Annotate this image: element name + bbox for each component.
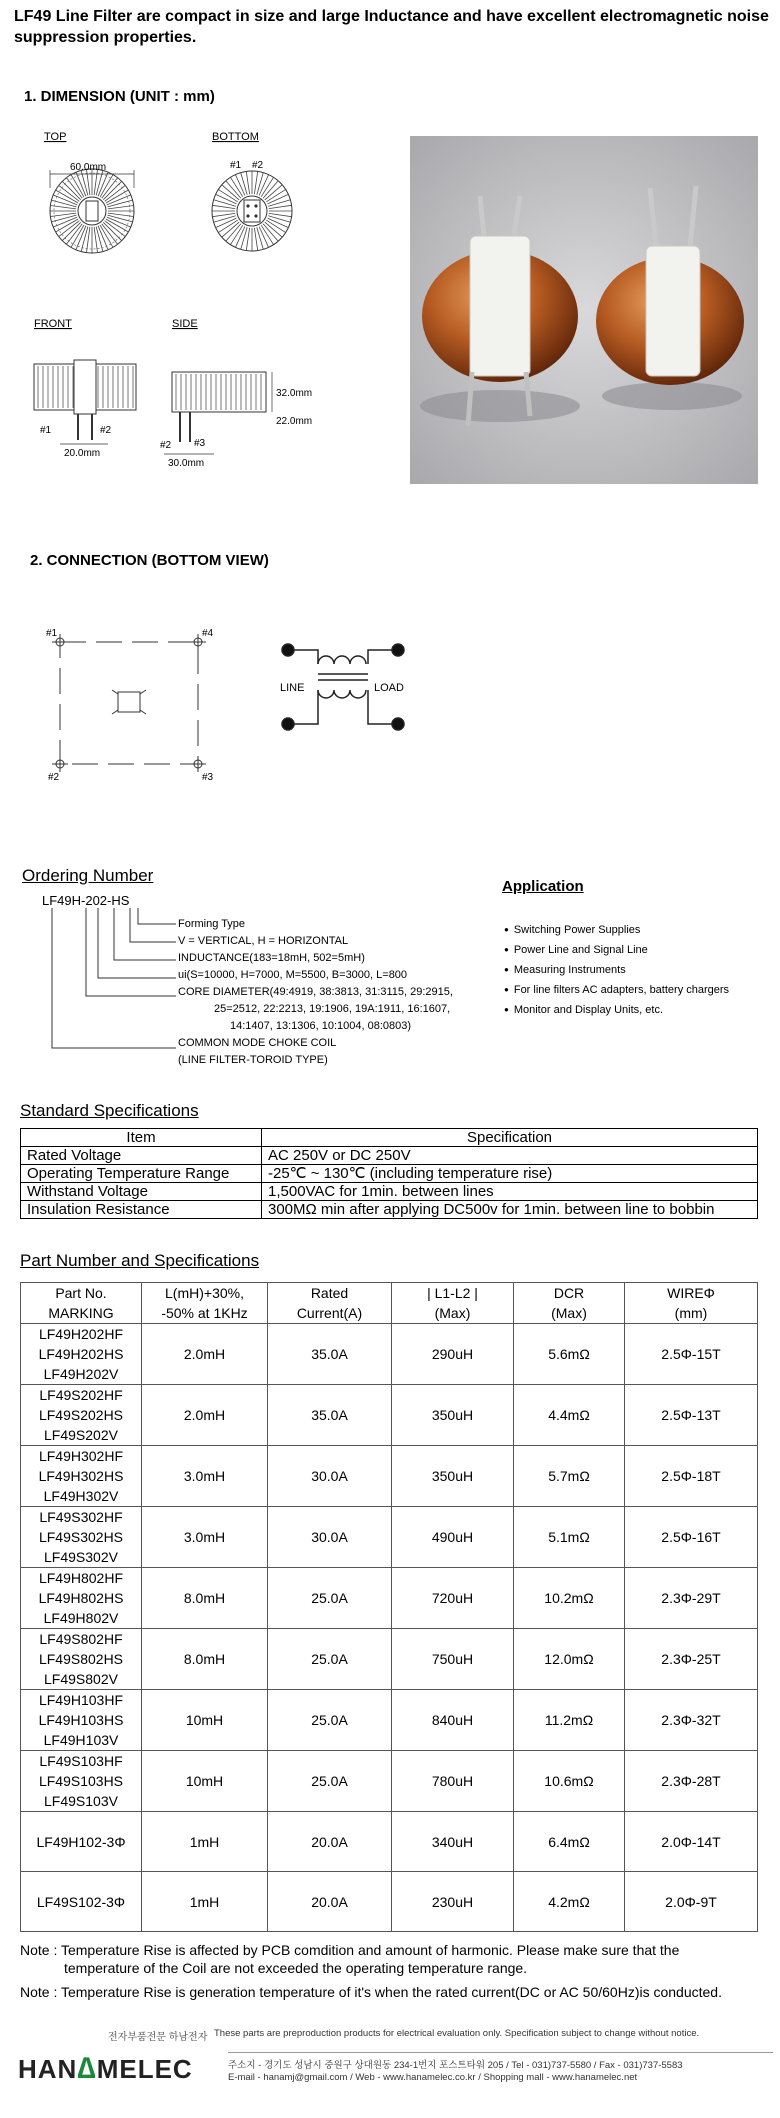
front-pin1: #1 <box>40 425 52 436</box>
pn-wire-cell: 2.3Φ-28T <box>625 1751 758 1812</box>
table-row <box>21 1629 758 1690</box>
pn-l12-cell: 340uH <box>392 1812 514 1872</box>
pn-header <box>268 1283 392 1324</box>
part-number-cell <box>21 1568 142 1629</box>
ordering-line-1: Forming Type <box>178 918 246 930</box>
label-side: SIDE <box>172 318 198 330</box>
ordering-line-8: COMMON MODE CHOKE COIL <box>178 1037 337 1049</box>
part-number: LF49H302HF <box>38 1448 124 1464</box>
pn-header-line: (Max) <box>551 1305 587 1321</box>
pn-header <box>625 1283 758 1324</box>
pn-dcr-cell: 12.0mΩ <box>514 1629 625 1690</box>
pn-header <box>142 1283 268 1324</box>
pn-header <box>392 1283 514 1324</box>
conn-pin4: #4 <box>202 628 214 639</box>
ordering-title: Ordering Number <box>22 866 154 885</box>
pn-header-line: (Max) <box>434 1305 471 1321</box>
footer-disclaimer: These parts are preproduction products for electrical evaluation only. Specification subject to change without notice. <box>214 2028 700 2039</box>
pin-layout <box>52 634 206 772</box>
part-number: LF49H103V <box>43 1732 119 1748</box>
ordering-line-2: V = VERTICAL, H = HORIZONTAL <box>178 935 349 947</box>
pn-l12-cell: 230uH <box>392 1872 514 1932</box>
pn-wire-cell: 2.5Φ-13T <box>625 1385 758 1446</box>
part-number-cell <box>21 1385 142 1446</box>
table-row <box>21 1446 758 1507</box>
std-header-spec: Specification <box>262 1129 758 1147</box>
partnumber-table <box>20 1282 758 1932</box>
pn-dcr-cell: 6.4mΩ <box>514 1812 625 1872</box>
part-number: LF49S302HF <box>39 1509 123 1525</box>
pn-dcr-cell: 10.2mΩ <box>514 1568 625 1629</box>
intro-text: LF49 Line Filter are compact in size and large Inductance and have excellent electromagnetic noise suppression properties. <box>14 8 769 46</box>
pn-i-cell: 20.0A <box>268 1812 392 1872</box>
table-row <box>21 1507 758 1568</box>
pn-i-cell: 25.0A <box>268 1751 392 1812</box>
part-number: LF49H302V <box>43 1488 119 1504</box>
table-row <box>21 1690 758 1751</box>
part-number-cell <box>21 1629 142 1690</box>
pn-wire-cell: 2.5Φ-16T <box>625 1507 758 1568</box>
std-value: AC 250V or DC 250V <box>262 1147 758 1165</box>
dim-top-width: 60.0mm <box>70 162 107 173</box>
note-1-cont: temperature of the Coil are not exceeded the operating temperature range. <box>64 1960 528 1976</box>
standard-spec-table <box>20 1128 758 1219</box>
dim-front-pitch: 20.0mm <box>64 448 101 459</box>
pn-l12-cell: 750uH <box>392 1629 514 1690</box>
ordering-line-3: INDUCTANCE(183=18mH, 502=5mH) <box>178 952 365 964</box>
pn-i-cell: 35.0A <box>268 1324 392 1385</box>
dim-side-width: 30.0mm <box>168 458 205 469</box>
table-row <box>21 1183 758 1201</box>
pn-l12-cell: 350uH <box>392 1385 514 1446</box>
pn-dcr-cell: 5.6mΩ <box>514 1324 625 1385</box>
part-number: LF49H802HS <box>38 1590 124 1606</box>
part-number: LF49S103HS <box>38 1773 124 1789</box>
dim-side-pin: 22.0mm <box>276 416 313 427</box>
label-load: LOAD <box>374 682 404 694</box>
ordering-line-7: 14:1407, 13:1306, 10:1004, 08:0803) <box>230 1020 412 1032</box>
ordering-line-4: ui(S=10000, H=7000, M=5500, B=3000, L=800 <box>178 969 408 981</box>
ordering-leader-lines <box>40 906 180 1056</box>
pn-header <box>514 1283 625 1324</box>
pn-i-cell: 30.0A <box>268 1507 392 1568</box>
connection-diagram <box>40 622 420 782</box>
pn-header-line: | L1-L2 | <box>427 1285 478 1301</box>
part-number: LF49H103HS <box>38 1712 124 1728</box>
company-logo <box>18 2052 193 2086</box>
part-number: LF49H202HS <box>38 1346 124 1362</box>
pn-l12-cell: 840uH <box>392 1690 514 1751</box>
pn-wire-cell: 2.3Φ-25T <box>625 1629 758 1690</box>
pn-wire-cell: 2.0Φ-14T <box>625 1812 758 1872</box>
part-number: LF49H202HF <box>38 1326 124 1342</box>
note-1: Note : Temperature Rise is affected by PCB comdition and amount of harmonic. Please make sure that the <box>20 1942 680 1958</box>
pn-header-line: WIREΦ <box>667 1285 715 1301</box>
part-number: LF49S202HF <box>39 1387 123 1403</box>
pn-l-cell: 3.0mH <box>142 1507 268 1568</box>
std-item: Operating Temperature Range <box>21 1165 262 1183</box>
side-pin3: #3 <box>194 438 206 449</box>
pn-header-line: L(mH)+30%, <box>165 1285 244 1301</box>
ordering-line-5: CORE DIAMETER(49:4919, 38:3813, 31:3115, 29:2915, <box>178 986 453 998</box>
pn-header-line: Current(A) <box>296 1305 363 1321</box>
pn-wire-cell: 2.5Φ-15T <box>625 1324 758 1385</box>
table-row <box>21 1165 758 1183</box>
logo-a-mark: ∆ <box>77 2052 97 2085</box>
pn-dcr-cell: 5.1mΩ <box>514 1507 625 1568</box>
application-item: ● Switching Power Supplies <box>504 920 729 940</box>
table-row <box>21 1201 758 1219</box>
partnumber-title: Part Number and Specifications <box>20 1251 260 1270</box>
part-number-cell <box>21 1690 142 1751</box>
pn-l-cell: 2.0mH <box>142 1385 268 1446</box>
part-number-cell <box>21 1872 142 1932</box>
conn-pin1: #1 <box>46 628 58 639</box>
pn-i-cell: 35.0A <box>268 1385 392 1446</box>
application-item: ● Measuring Instruments <box>504 960 729 980</box>
footer-contact: E-mail - hanamj@gmail.com / Web - www.hanamelec.co.kr / Shopping mall - www.hanamelec.net <box>228 2072 638 2083</box>
pn-l-cell: 8.0mH <box>142 1568 268 1629</box>
application-item: ● For line filters AC adapters, battery chargers <box>504 980 729 1000</box>
pn-dcr-cell: 5.7mΩ <box>514 1446 625 1507</box>
top-view-drawing <box>50 169 134 253</box>
label-front: FRONT <box>34 318 72 330</box>
table-row <box>21 1324 758 1385</box>
footer-address: 주소지 - 경기도 성남시 중원구 상대원동 234-1번지 포스트타워 205 / Tel - 031)737-5580 / Fax - 031)737-5583 <box>228 2060 683 2071</box>
conn-pin3: #3 <box>202 772 214 782</box>
pn-l-cell: 8.0mH <box>142 1629 268 1690</box>
part-number: LF49S202HS <box>38 1407 124 1423</box>
standard-title: Standard Specifications <box>20 1101 199 1120</box>
part-number-cell <box>21 1324 142 1385</box>
footer-divider <box>228 2052 773 2053</box>
pn-header <box>21 1283 142 1324</box>
logo-melec: MELEC <box>96 2054 193 2084</box>
part-number: LF49S302HS <box>38 1529 124 1545</box>
application-item: ● Monitor and Display Units, etc. <box>504 1000 729 1020</box>
label-bottom: BOTTOM <box>212 131 259 143</box>
std-item: Rated Voltage <box>21 1147 262 1165</box>
pn-i-cell: 25.0A <box>268 1629 392 1690</box>
side-view-drawing <box>172 372 266 442</box>
std-value: 300MΩ min after applying DC500v for 1min. between line to bobbin <box>262 1201 758 1219</box>
pn-l-cell: 1mH <box>142 1872 268 1932</box>
dim-side-height: 32.0mm <box>276 388 313 399</box>
part-number: LF49H103HF <box>38 1692 124 1708</box>
pn-header-line: MARKING <box>48 1305 114 1321</box>
notes <box>20 1941 770 2001</box>
ordering-line-6: 25=2512, 22:2213, 19:1906, 19A:1911, 16:1607, <box>214 1003 451 1015</box>
pn-l12-cell: 490uH <box>392 1507 514 1568</box>
table-row <box>21 1568 758 1629</box>
table-row <box>21 1751 758 1812</box>
pn-dcr-cell: 4.2mΩ <box>514 1872 625 1932</box>
pn-dcr-cell: 11.2mΩ <box>514 1690 625 1751</box>
conn-pin2: #2 <box>48 772 60 782</box>
pn-i-cell: 25.0A <box>268 1690 392 1751</box>
pn-l12-cell: 350uH <box>392 1446 514 1507</box>
pn-dcr-cell: 4.4mΩ <box>514 1385 625 1446</box>
part-number: LF49S302V <box>44 1549 118 1565</box>
note-2: Note : Temperature Rise is generation temperature of it's when the rated current(DC or AC 50/60Hz)is conducted. <box>20 1984 722 2000</box>
pn-wire-cell: 2.3Φ-32T <box>625 1690 758 1751</box>
part-number: LF49S802HS <box>38 1651 124 1667</box>
pn-l-cell: 3.0mH <box>142 1446 268 1507</box>
pn-header-line: (mm) <box>674 1305 708 1321</box>
part-number: LF49S802HF <box>39 1631 123 1647</box>
part-number-cell <box>21 1812 142 1872</box>
bottom-pin1: #1 <box>230 160 242 171</box>
part-number-cell <box>21 1446 142 1507</box>
front-pin2: #2 <box>100 425 112 436</box>
application-item: ● Power Line and Signal Line <box>504 940 729 960</box>
application-list <box>504 920 729 1020</box>
side-pin2: #2 <box>160 440 172 451</box>
std-item: Insulation Resistance <box>21 1201 262 1219</box>
dimension-drawings <box>30 128 400 473</box>
pn-wire-cell: 2.0Φ-9T <box>625 1872 758 1932</box>
table-row <box>21 1812 758 1872</box>
pn-l-cell: 10mH <box>142 1690 268 1751</box>
part-number: LF49S102-3Φ <box>36 1893 126 1910</box>
pn-l-cell: 2.0mH <box>142 1324 268 1385</box>
footer-tagline: 전자부품전문 하남전자 <box>108 2032 208 2043</box>
pn-header-line: Rated <box>310 1285 349 1301</box>
pn-wire-cell: 2.3Φ-29T <box>625 1568 758 1629</box>
pn-header-line: Part No. <box>55 1285 107 1301</box>
part-number: LF49H802HF <box>38 1570 124 1586</box>
part-number: LF49H802V <box>43 1610 119 1626</box>
logo-han: HAN <box>18 2054 78 2084</box>
pn-i-cell: 25.0A <box>268 1568 392 1629</box>
pn-i-cell: 30.0A <box>268 1446 392 1507</box>
pn-header-line: DCR <box>553 1285 585 1301</box>
footer <box>18 2016 778 2116</box>
std-item: Withstand Voltage <box>21 1183 262 1201</box>
part-number: LF49S103HF <box>39 1753 123 1769</box>
pn-l-cell: 1mH <box>142 1812 268 1872</box>
pn-wire-cell: 2.5Φ-18T <box>625 1446 758 1507</box>
part-number: LF49H202V <box>43 1366 119 1382</box>
part-number-cell <box>21 1751 142 1812</box>
pn-i-cell: 20.0A <box>268 1872 392 1932</box>
pn-l12-cell: 720uH <box>392 1568 514 1629</box>
part-number: LF49S103V <box>44 1793 118 1809</box>
table-row <box>21 1872 758 1932</box>
table-row <box>21 1147 758 1165</box>
pn-l12-cell: 780uH <box>392 1751 514 1812</box>
pn-dcr-cell: 10.6mΩ <box>514 1751 625 1812</box>
pn-l12-cell: 290uH <box>392 1324 514 1385</box>
dimension-title: 1. DIMENSION (UNIT : mm) <box>24 88 215 105</box>
std-header-item: Item <box>21 1129 262 1147</box>
table-row <box>21 1385 758 1446</box>
part-number: LF49S202V <box>44 1427 118 1443</box>
std-value: -25℃ ~ 130℃ (including temperature rise) <box>262 1165 758 1183</box>
label-top: TOP <box>44 131 67 143</box>
part-number: LF49S802V <box>44 1671 118 1687</box>
pn-header-line: -50% at 1KHz <box>161 1305 248 1321</box>
ordering-code: LF49H-202-HS <box>42 893 130 908</box>
part-number: LF49H302HS <box>38 1468 124 1484</box>
product-photo <box>410 136 758 484</box>
ordering-line-9: (LINE FILTER-TOROID TYPE) <box>178 1054 328 1066</box>
bottom-view-drawing <box>212 171 292 251</box>
ordering-descriptions <box>178 916 453 1069</box>
label-line: LINE <box>280 682 305 694</box>
part-number: LF49H102-3Φ <box>36 1833 126 1850</box>
bottom-pin2: #2 <box>252 160 264 171</box>
application-title: Application <box>502 878 584 895</box>
part-number-cell <box>21 1507 142 1568</box>
pn-l-cell: 10mH <box>142 1751 268 1812</box>
std-value: 1,500VAC for 1min. between lines <box>262 1183 758 1201</box>
connection-title: 2. CONNECTION (BOTTOM VIEW) <box>30 552 269 569</box>
